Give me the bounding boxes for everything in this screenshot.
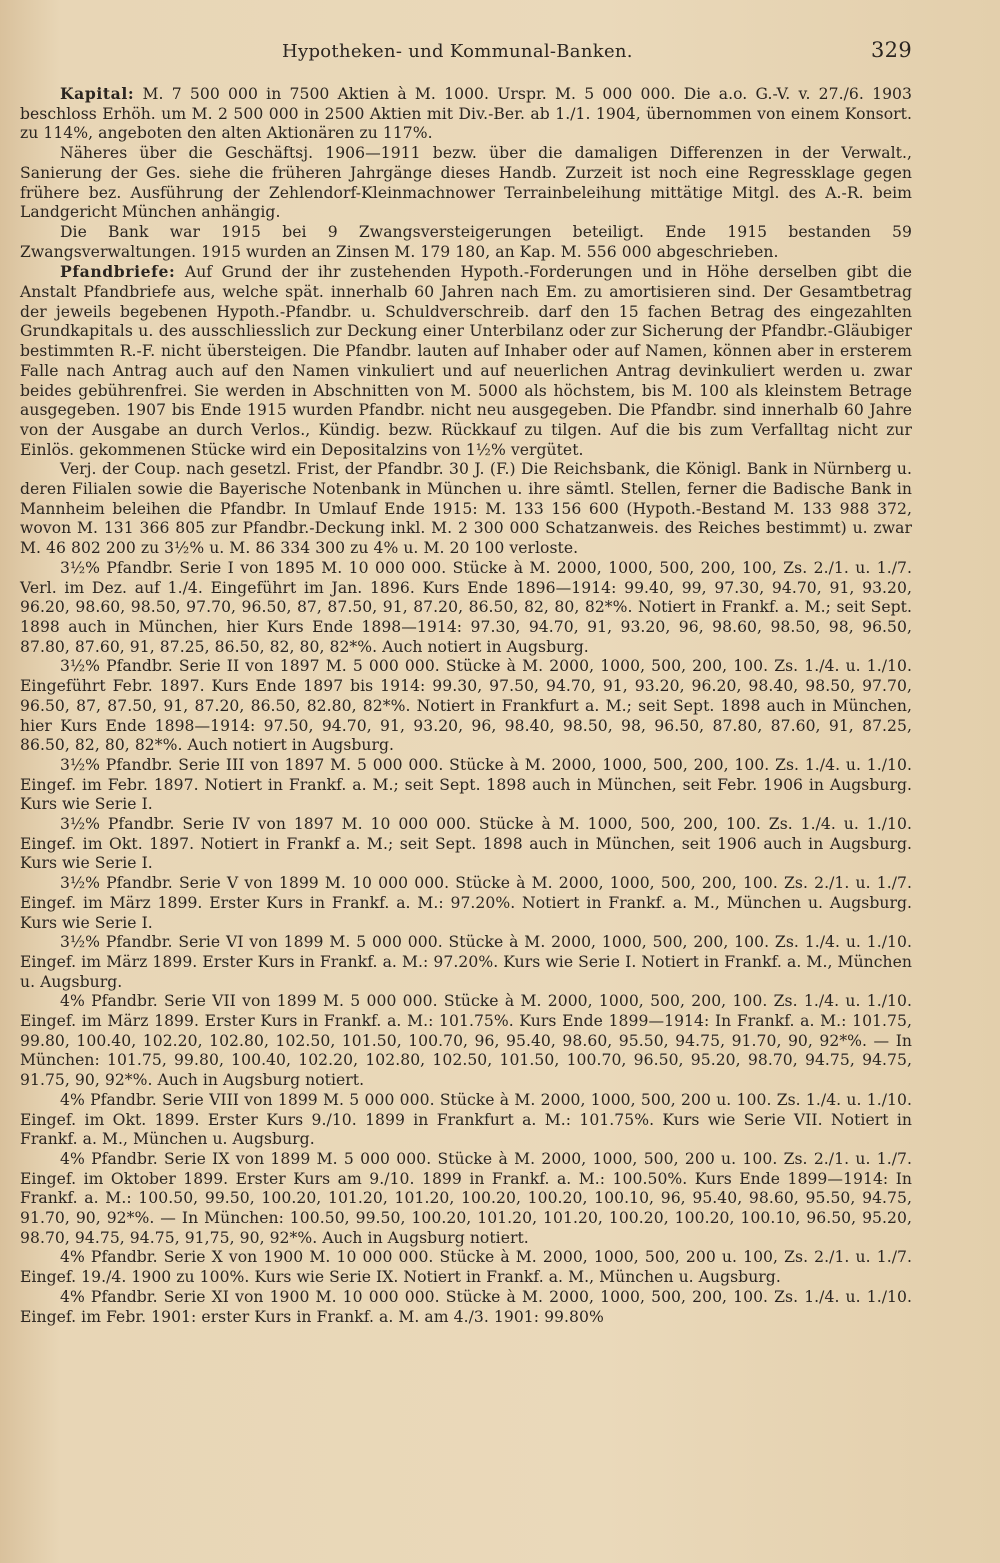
paragraph-serie-5: 3½% Pfandbr. Serie V von 1899 M. 10 000 000. Stücke à M. 2000, 1000, 500, 200, 100. Zs. 2./1. u. 1./7. Eingef. im März 1899. Erster Kurs in Frankf. a. M.: 97.20%. Notiert in Frankf. a. M., München u. Augsburg. Kurs wie Serie I. xyxy=(20,874,912,932)
paragraph-text: M. 7 500 000 in 7500 Aktien à M. 1000. Urspr. M. 5 000 000. Die a.o. G.-V. v. 27./6. 1903 beschloss Erhöh. um M. 2 500 000 in 2500 Aktien mit Div.-Ber. ab 1./1. 1904, übernommen von einem Konsort. zu 114%, angeboten den alten Aktionären zu 117%. xyxy=(20,85,912,143)
paragraph-serie-11: 4% Pfandbr. Serie XI von 1900 M. 10 000 000. Stücke à M. 2000, 1000, 500, 200, 100. Zs. 1./4. u. 1./10. Eingef. im Febr. 1901: erster Kurs in Frankf. a. M. am 4./3. 1901: 99.80% xyxy=(20,1287,912,1326)
running-title: Hypotheken- und Kommunal-Banken. xyxy=(282,41,633,62)
paragraph-pfandbriefe xyxy=(20,262,912,460)
paragraph-serie-3: 3½% Pfandbr. Serie III von 1897 M. 5 000 000. Stücke à M. 2000, 1000, 500, 200, 100. Zs. 1./4. u. 1./10. Eingef. im Febr. 1897. Notiert in Frankf. a. M.; seit Sept. 1898 auch in München, seit Febr. 1906 in Augsburg. Kurs wie Serie I. xyxy=(20,755,912,814)
paragraph: Näheres über die Geschäftsj. 1906—1911 bezw. über die damaligen Differenzen in der Verwalt., Sanierung der Ges. siehe die früheren Jahrgänge dieses Handb. Zurzeit ist noch eine Regressklage gegen frühere bez. Ausführung der Zehlendorf-Kleinmachnower Terrainbeleihung mittätige Mitgl. des A.-R. beim Landgericht München anhängig. xyxy=(20,144,912,222)
paragraph-serie-8: 4% Pfandbr. Serie VIII von 1899 M. 5 000 000. Stücke à M. 2000, 1000, 500, 200 u. 100. Zs. 1./4. u. 1./10. Eingef. im Okt. 1899. Erster Kurs 9./10. 1899 in Frankfurt a. M.: 101.75%. Kurs wie Serie VII. Notiert in Frankf. a. M., München u. Augsburg. xyxy=(20,1090,912,1149)
paragraph: Die Bank war 1915 bei 9 Zwangsversteigerungen beteiligt. Ende 1915 bestanden 59 Zwangsverwaltungen. 1915 wurden an Zinsen M. 179 180, an Kap. M. 556 000 abgeschrieben. xyxy=(20,222,912,261)
paragraph-serie-9: 4% Pfandbr. Serie IX von 1899 M. 5 000 000. Stücke à M. 2000, 1000, 500, 200 u. 100. Zs. 2./1. u. 1./7. Eingef. im Oktober 1899. Erster Kurs am 9./10. 1899 in Frankf. a. M.: 100.50%. Kurs Ende 1899—1914: In Frankf. a. M.: 100.50, 99.50, 100.20, 101.20, 101.20, 100.20, 100.20, 100.10, 96, 95.40, 98.60, 95.50, 94.75, 91.70, 90, 92*%. — In München: 100.50, 99.50, 100.20, 101.20, 101.20, 100.20, 100.20, 100.10, 96.50, 95.20, 98.70, 94.75, 94.75, 91,75, 90, 92*%. Auch in Augsburg notiert. xyxy=(20,1149,912,1247)
paragraph-serie-7: 4% Pfandbr. Serie VII von 1899 M. 5 000 000. Stücke à M. 2000, 1000, 500, 200, 100. Zs. 1./4. u. 1./10. Eingef. im März 1899. Erster Kurs in Frankf. a. M.: 101.75%. Kurs Ende 1899—1914: In Frankf. a. M.: 101.75, 99.80, 100.40, 102.20, 102.80, 102.50, 101.50, 100.70, 96, 95.40, 98.60, 95.50, 94.75, 91.70, 90, 92*%. — In München: 101.75, 99.80, 100.40, 102.20, 102.80, 102.50, 101.50, 100.70, 96.50, 95.20, 98.70, 94.75, 94.75, 91.75, 90, 92*%. Auch in Augsburg notiert. xyxy=(20,992,912,1090)
paragraph-serie-1: 3½% Pfandbr. Serie I von 1895 M. 10 000 000. Stücke à M. 2000, 1000, 500, 200, 100, Zs. 2./1. u. 1./7. Verl. im Dez. auf 1./4. Eingeführt im Jan. 1896. Kurs Ende 1896—1914: 99.40, 99, 97.30, 94.70, 91, 93.20, 96.20, 98.60, 98.50, 97.70, 96.50, 87, 87.50, 91, 87.20, 86.50, 82, 80, 82*%. Notiert in Frankf. a. M.; seit Sept. 1898 auch in München, hier Kurs Ende 1898—1914: 97.30, 94.70, 91, 93.20, 96, 98.60, 98.50, 98, 96.50, 87.80, 87.60, 91, 87.25, 86.50, 82, 80, 82*%. Auch notiert in Augsburg. xyxy=(20,558,912,656)
paragraph-serie-2: 3½% Pfandbr. Serie II von 1897 M. 5 000 000. Stücke à M. 2000, 1000, 500, 200, 100. Zs. 1./4. u. 1./10. Eingeführt Febr. 1897. Kurs Ende 1897 bis 1914: 99.30, 97.50, 94.70, 91, 93.20, 96.20, 98.40, 98.50, 97.70, 96.50, 87, 87.50, 91, 87.20, 86.50, 82.80, 82*%. Notiert in Frankfurt a. M.; seit Sept. 1898 auch in München, hier Kurs Ende 1898—1914: 97.50, 94.70, 91, 93.20, 96, 98.40, 98.50, 98, 96.50, 87.80, 87.60, 91, 87.25, 86.50, 82, 80, 82*%. Auch notiert in Augsburg. xyxy=(20,657,912,755)
paragraph-text: Auf Grund der ihr zustehenden Hypoth.-Forderungen und in Höhe derselben gibt die Anstalt Pfandbriefe aus, welche spät. innerhalb 60 Jahren nach Em. zu amortisieren sind. Der Gesamtbetrag der jeweils begebenen Hypoth.-Pfandbr. u. Schuldverschreib. darf den 15 fachen Betrag des eingezahlten Grundkapitals u. des ausschliesslich zur Deckung einer Unterbilanz oder zur Sicherung der Pfandbr.-Gläubiger bestimmten R.-F. nicht übersteigen. Die Pfandbr. lauten auf Inhaber oder auf Namen, können aber in ersterem Falle nach Antrag auch auf den Namen vinkuliert und auf neuerlichen Antrag devinkuliert werden u. zwar beides gebührenfrei. Sie werden in Abschnitten von M. 5000 als höchstem, bis M. 100 als kleinstem Betrage ausgegeben. 1907 bis Ende 1915 wurden Pfandbr. nicht neu ausgegeben. Die Pfandbr. sind innerhalb 60 Jahre von der Ausgabe an durch Verlos., Kündig. bezw. Rückkauf zu tilgen. Auf die bis zum Verfalltag nicht zur Einlös. gekommenen Stücke wird ein Depositalzins von 1½% vergütet. xyxy=(20,263,912,459)
paragraph-serie-10: 4% Pfandbr. Serie X von 1900 M. 10 000 000. Stücke à M. 2000, 1000, 500, 200 u. 100, Zs. 2./1. u. 1./7. Eingef. 19./4. 1900 zu 100%. Kurs wie Serie IX. Notiert in Frankf. a. M., München u. Augsburg. xyxy=(20,1248,912,1287)
paragraph-kapital xyxy=(20,84,912,144)
paragraph-serie-6: 3½% Pfandbr. Serie VI von 1899 M. 5 000 000. Stücke à M. 2000, 1000, 500, 200, 100. Zs. 1./4. u. 1./10. Eingef. im März 1899. Erster Kurs in Frankf. a. M.: 97.20%. Kurs wie Serie I. Notiert in Frankf. a. M., München u. Augsburg. xyxy=(20,933,912,991)
page-header xyxy=(20,38,912,78)
page-text xyxy=(20,84,912,1327)
paragraph-serie-4: 3½% Pfandbr. Serie IV von 1897 M. 10 000 000. Stücke à M. 1000, 500, 200, 100. Zs. 1./4. u. 1./10. Eingef. im Okt. 1897. Notiert in Frankf a. M.; seit Sept. 1898 auch in München, seit 1906 auch in Augsburg. Kurs wie Serie I. xyxy=(20,815,912,873)
page-number: 329 xyxy=(871,38,912,62)
section-heading-kapital: Kapital: xyxy=(60,84,135,103)
paragraph: Verj. der Coup. nach gesetzl. Frist, der Pfandbr. 30 J. (F.) Die Reichsbank, die Königl. Bank in Nürnberg u. deren Filialen sowie die Bayerische Notenbank in München u. ihre sämtl. Stellen, ferner die Badische Bank in Mannheim beleihen die Pfandbr. In Umlauf Ende 1915: M. 133 156 600 (Hypoth.-Bestand M. 133 988 372, wovon M. 131 366 805 zur Pfandbr.-Deckung inkl. M. 2 300 000 Schatzanweis. des Reiches bestimmt) u. zwar M. 46 802 200 zu 3½% u. M. 86 334 300 zu 4% u. M. 20 100 verloste. xyxy=(20,460,912,558)
section-heading-pfandbriefe: Pfandbriefe: xyxy=(60,262,176,282)
